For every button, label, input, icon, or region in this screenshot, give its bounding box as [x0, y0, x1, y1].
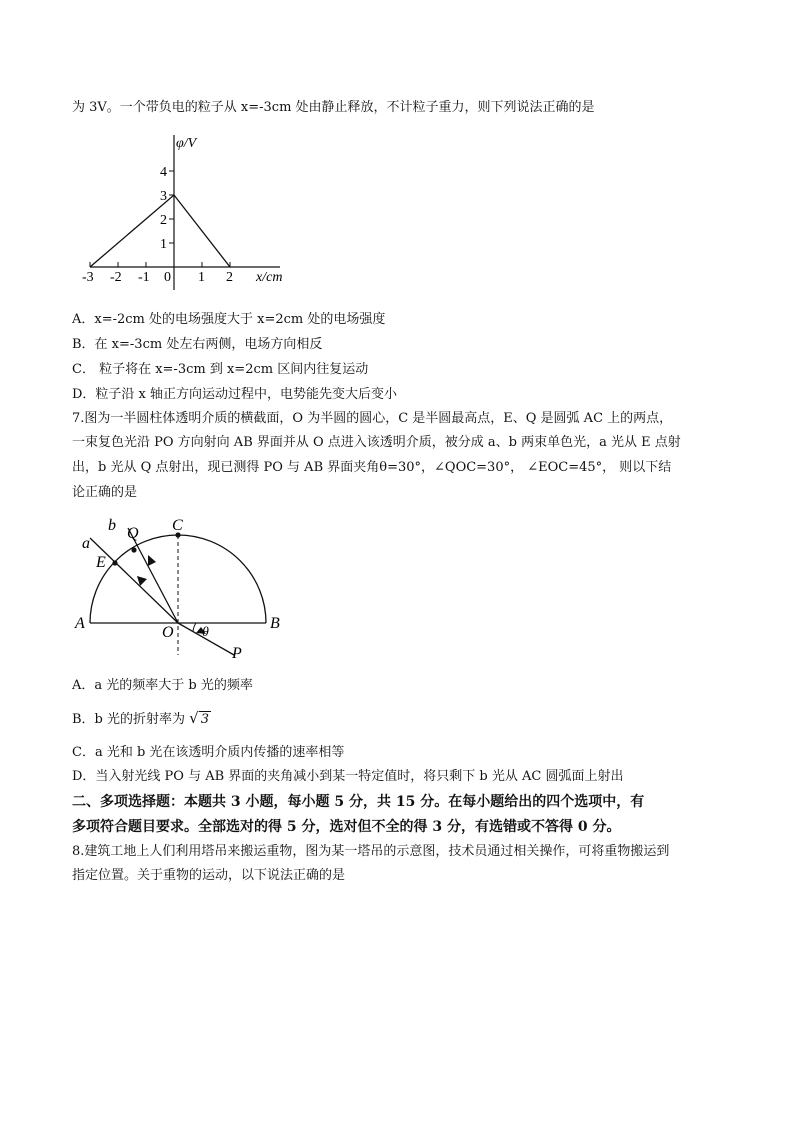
sqrt-value: 3 [200, 712, 209, 727]
potential-line [90, 195, 230, 267]
y-tick-label: 4 [160, 165, 167, 180]
potential-graph [80, 125, 310, 295]
ray-b-arrow [148, 555, 156, 566]
y-tick-label: 3 [160, 189, 167, 204]
label-e: E [96, 554, 106, 571]
point-e [112, 560, 117, 565]
theta-arc [193, 623, 196, 632]
label-b-point: B [270, 615, 280, 632]
q7-stem-line-2: 一束复色光沿 PO 方向射向 AB 界面并从 O 点进入该透明介质，被分成 a、b 两束单色光，a 光从 E 点射 [72, 435, 681, 450]
x-tick-label: 2 [226, 270, 233, 285]
section2-heading-1: 二、多项选择题：本题共 3 小题，每小题 5 分，共 15 分。在每小题给出的四个选项中，有 [72, 794, 645, 810]
q6-option-c: C． 粒子将在 x=-3cm 到 x=2cm 区间内往复运动 [72, 362, 369, 377]
y-tick-label: 2 [160, 213, 167, 228]
intro-line: 为 3V。一个带负电的粒子从 x=-3cm 处由静止释放，不计粒子重力，则下列说法正确的是 [72, 100, 595, 115]
q7-option-a: A．a 光的频率大于 b 光的频率 [72, 678, 253, 693]
x-tick-label: -1 [138, 270, 150, 285]
label-q: Q [127, 525, 139, 542]
q7-option-c: C．a 光和 b 光在该透明介质内传播的速率相等 [72, 745, 345, 760]
x-tick-label: -2 [110, 270, 122, 285]
label-p: P [232, 645, 242, 662]
section2-heading-2: 多项符合题目要求。全部选对的得 5 分，选对但不全的得 3 分，有选错或不答得 0 分。 [72, 819, 621, 835]
x-axis-label: x/cm [256, 270, 283, 285]
q7-option-b [72, 709, 211, 729]
label-theta: θ [202, 625, 209, 640]
q7-stem-line-1: 7.图为一半圆柱体透明介质的横截面，O 为半圆的圆心，C 是半圆最高点，E、Q 是圆弧 AC 上的两点， [72, 411, 673, 426]
ray-b [128, 528, 178, 623]
y-tick-label: 1 [160, 237, 167, 252]
q7-option-b-text: B．b 光的折射率为 [72, 712, 186, 727]
label-a-point: A [75, 615, 85, 632]
x-tick-label: 0 [164, 270, 171, 285]
q6-option-a: A．x=-2cm 处的电场强度大于 x=2cm 处的电场强度 [72, 312, 386, 327]
y-axis-label: φ/V [176, 136, 197, 151]
x-tick-label: 1 [198, 270, 205, 285]
q8-line-1: 8.建筑工地上人们利用塔吊来搬运重物，图为某一塔吊的示意图，技术员通过相关操作，可将重物搬运到 [72, 844, 670, 859]
q7-option-d: D．当入射光线 PO 与 AB 界面的夹角减小到某一特定值时，将只剩下 b 光从 AC 圆弧面上射出 [72, 769, 624, 784]
semicircle-diagram [72, 515, 302, 665]
q7-stem-line-3: 出，b 光从 Q 点射出，现已测得 PO 与 AB 界面夹角θ=30°，∠QOC=30°， ∠EOC=45°， 则以下结 [72, 460, 672, 475]
point-q [131, 547, 136, 552]
q6-option-b: B．在 x=-3cm 处左右两侧，电场方向相反 [72, 337, 323, 352]
x-tick-label: -3 [82, 270, 94, 285]
q7-stem-line-4: 论正确的是 [72, 485, 138, 500]
label-c: C [172, 517, 183, 534]
sqrt-sign: √ [189, 709, 199, 727]
q6-option-d: D．粒子沿 x 轴正方向运动过程中，电势能先变大后变小 [72, 387, 398, 402]
q8-line-2: 指定位置。关于重物的运动，以下说法正确的是 [72, 868, 346, 883]
label-b: b [108, 517, 116, 534]
label-a: a [82, 535, 90, 552]
label-o: O [162, 624, 174, 641]
